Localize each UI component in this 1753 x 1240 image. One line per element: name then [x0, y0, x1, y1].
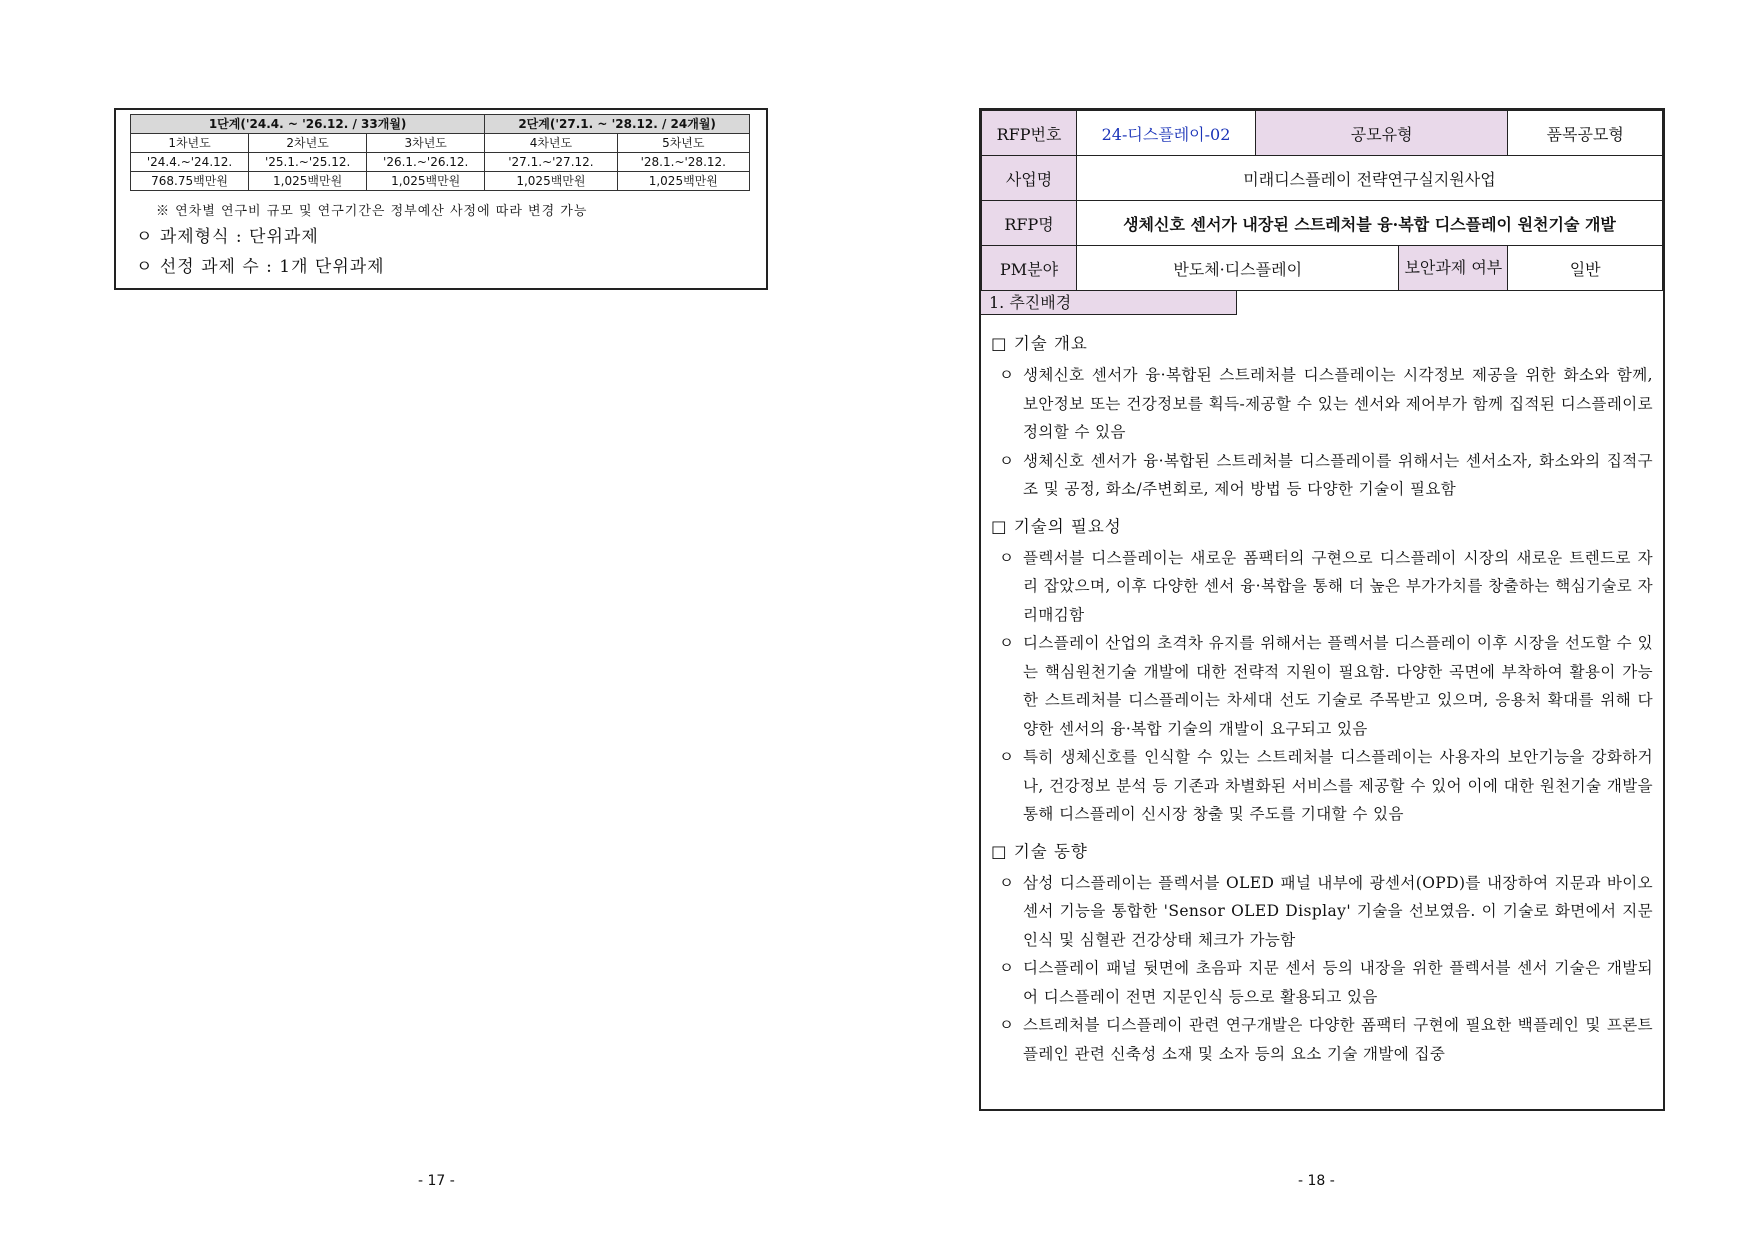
subsection-title: □ 기술 동향: [991, 841, 1088, 861]
list-item: [991, 1011, 1653, 1068]
item-text: 생체신호 센서가 융·복합된 스트레처블 디스플레이를 위해서는 센서소자, 화소와의 집적구조 및 공정, 화소/주변회로, 제어 방법 등 다양한 기술이 필요함: [1023, 451, 1653, 498]
task-format-line: ㅇ 과제형식 : 단위과제: [136, 227, 319, 247]
year-header: 1차년도: [131, 134, 249, 153]
item-text: 스트레처블 디스플레이 관련 연구개발은 다양한 폼팩터 구현에 필요한 백플레인 및 프론트플레인 관련 신축성 소재 및 소자 등의 요소 기술 개발에 집중: [1023, 1016, 1653, 1063]
rfp-number-label: RFP번호: [982, 111, 1077, 156]
bullet-mark: ㅇ: [999, 634, 1014, 652]
budget-note: ※ 연차별 연구비 규모 및 연구기간은 정부예산 사정에 따라 변경 가능: [156, 204, 588, 219]
period-row: [131, 153, 750, 172]
rfp-row-2: [982, 156, 1663, 201]
security-label: 보안과제 여부: [1399, 246, 1508, 291]
bullet-mark: ㅇ: [999, 959, 1014, 977]
budget-row: [131, 172, 750, 191]
subsection-title: □ 기술 개요: [991, 334, 1088, 353]
period-cell: '27.1.~'27.12.: [485, 153, 617, 172]
security-value: 일반: [1508, 246, 1663, 291]
rfp-row-3: [982, 201, 1663, 246]
year-header: 5차년도: [617, 134, 749, 153]
page-number-left: - 17 -: [418, 1173, 455, 1189]
section-title: 1. 추진배경: [981, 291, 1237, 315]
list-item: [991, 361, 1653, 447]
rfp-row-1: [982, 111, 1663, 156]
bullet-mark: ㅇ: [999, 748, 1014, 766]
period-cell: '26.1.~'26.12.: [367, 153, 485, 172]
year-header: 4차년도: [485, 134, 617, 153]
rfp-row-4: [982, 246, 1663, 291]
rfp-box: [979, 108, 1665, 1111]
budget-cell: 1,025백만원: [367, 172, 485, 191]
pm-label: PM분야: [982, 246, 1077, 291]
rfp-name-label: RFP명: [982, 201, 1077, 246]
rfp-content: [981, 315, 1663, 1068]
phase-header-row: [131, 115, 750, 134]
rfp-number-value: 24-디스플레이-02: [1077, 111, 1256, 156]
period-cell: '28.1.~'28.12.: [617, 153, 749, 172]
item-text: 생체신호 센서가 융·복합된 스트레처블 디스플레이는 시각정보 제공을 위한 화소와 함께, 보안정보 또는 건강정보를 획득-제공할 수 있는 센서와 제어부가 함께 집적된 디스플레이로 정의할 수 있음: [1023, 366, 1653, 441]
list-item: [991, 629, 1653, 743]
type-label: 공모유형: [1256, 111, 1508, 156]
period-cell: '24.4.~'24.12.: [131, 153, 249, 172]
rfp-name-value: 생체신호 센서가 내장된 스트레처블 융·복합 디스플레이 원천기술 개발: [1077, 201, 1663, 246]
budget-cell: 1,025백만원: [485, 172, 617, 191]
list-item: [991, 869, 1653, 955]
type-value: 품목공모형: [1508, 111, 1663, 156]
item-text: 디스플레이 산업의 초격차 유지를 위해서는 플렉서블 디스플레이 이후 시장을 선도할 수 있는 핵심원천기술 개발에 대한 전략적 지원이 필요함. 다양한 곡면에 부착하여 활용이 가능한 스트레처블 디스플레이는 차세대 선도 기술로 주목받고 있으며, 응용처 확대를 위해 다양한 센서의 융·복합 기술의 개발이 요구되고 있음: [1023, 634, 1653, 738]
bullet-mark: ㅇ: [999, 548, 1014, 567]
page-number-right: - 18 -: [1298, 1173, 1335, 1189]
left-page-box: [114, 108, 768, 290]
project-value: 미래디스플레이 전략연구실지원사업: [1077, 156, 1663, 201]
year-header-row: [131, 134, 750, 153]
budget-table: [130, 114, 750, 191]
task-count-line: ㅇ 선정 과제 수 : 1개 단위과제: [136, 257, 385, 277]
item-text: 디스플레이 패널 뒷면에 초음파 지문 센서 등의 내장을 위한 플렉서블 센서 기술은 개발되어 디스플레이 전면 지문인식 등으로 활용되고 있음: [1023, 959, 1653, 1006]
rfp-info-table: [981, 110, 1663, 291]
period-cell: '25.1.~'25.12.: [249, 153, 367, 172]
list-item: [991, 544, 1653, 630]
item-text: 삼성 디스플레이는 플렉서블 OLED 패널 내부에 광센서(OPD)를 내장하여 지문과 바이오센서 기능을 통합한 'Sensor OLED Display' 기술을 선보였음. 이 기술로 화면에서 지문 인식 및 심혈관 건강상태 체크가 가능함: [1023, 873, 1653, 949]
bullet-mark: ㅇ: [999, 366, 1014, 384]
bullet-mark: ㅇ: [999, 873, 1014, 892]
item-text: 플렉서블 디스플레이는 새로운 폼팩터의 구현으로 디스플레이 시장의 새로운 트렌드로 자리 잡았으며, 이후 다양한 센서 융·복합을 통해 더 높은 부가가치를 창출하는 핵심기술로 자리매김함: [1023, 548, 1653, 624]
year-header: 3차년도: [367, 134, 485, 153]
list-item: [991, 954, 1653, 1011]
budget-cell: 1,025백만원: [249, 172, 367, 191]
subsection-title: □ 기술의 필요성: [991, 516, 1122, 536]
bullet-mark: ㅇ: [999, 451, 1014, 470]
budget-cell: 1,025백만원: [617, 172, 749, 191]
bullet-mark: ㅇ: [999, 1016, 1014, 1034]
phase2-header: 2단계('27.1. ~ '28.12. / 24개월): [485, 115, 750, 134]
project-label: 사업명: [982, 156, 1077, 201]
pm-value: 반도체·디스플레이: [1077, 246, 1399, 291]
item-text: 특히 생체신호를 인식할 수 있는 스트레처블 디스플레이는 사용자의 보안기능을 강화하거나, 건강정보 분석 등 기존과 차별화된 서비스를 제공할 수 있어 이에 대한 원천기술 개발을 통해 디스플레이 신시장 창출 및 주도를 기대할 수 있음: [1023, 748, 1653, 823]
list-item: [991, 447, 1653, 504]
phase1-header: 1단계('24.4. ~ '26.12. / 33개월): [131, 115, 485, 134]
budget-cell: 768.75백만원: [131, 172, 249, 191]
list-item: [991, 743, 1653, 829]
year-header: 2차년도: [249, 134, 367, 153]
